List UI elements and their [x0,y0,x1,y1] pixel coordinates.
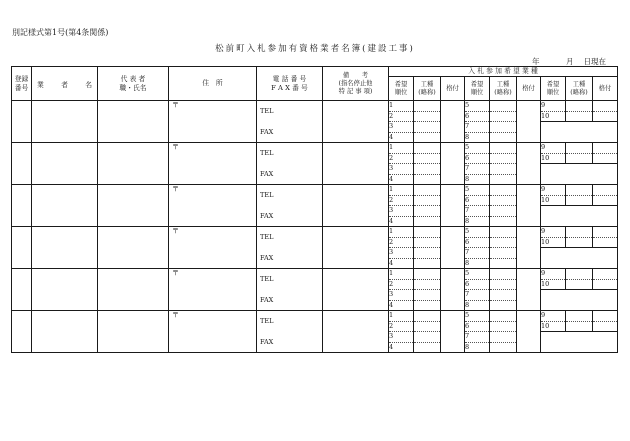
phone-fax-cell[interactable] [257,227,323,269]
pref-order-4: 4 [389,258,414,269]
work-type-slot[interactable] [490,258,517,269]
postal-mark: 〒 [172,311,179,319]
work-type-slot[interactable] [414,206,441,217]
work-type-slot[interactable] [566,153,593,164]
pref-order-5: 5 [465,101,490,112]
work-type-slot[interactable] [490,227,517,238]
work-type-slot[interactable] [414,153,441,164]
work-type-slot[interactable] [490,321,517,332]
entry-row [12,101,618,112]
pref-order-5: 5 [465,143,490,154]
pref-order-9: 9 [541,185,566,196]
phone-fax-cell[interactable] [257,311,323,353]
work-type-slot[interactable] [414,227,441,238]
header-address: 住 所 [169,67,257,101]
company-name-cell[interactable] [32,269,98,311]
reg-no-cell[interactable] [12,269,32,311]
reg-no-cell[interactable] [12,143,32,185]
pref-order-1: 1 [389,143,414,154]
header-company-name: 業 者 名 [32,67,98,101]
pref-order-10: 10 [541,195,566,206]
pref-order-4: 4 [389,216,414,227]
pref-order-3: 3 [389,332,414,343]
work-type-slot[interactable] [414,279,441,290]
grade-slot[interactable] [593,195,618,206]
pref-order-6: 6 [465,279,490,290]
work-type-slot[interactable] [414,321,441,332]
grade-slot[interactable] [593,269,618,280]
work-type-slot[interactable] [566,143,593,154]
work-type-slot[interactable] [490,269,517,280]
pref-order-4: 4 [389,300,414,311]
grade-slot[interactable] [441,143,465,185]
grade-slot[interactable] [593,321,618,332]
pref-order-9: 9 [541,269,566,280]
table-header [12,67,618,101]
work-type-slot[interactable] [490,300,517,311]
tel-label: TEL [260,149,274,157]
empty-block [541,206,618,227]
pref-order-2: 2 [389,195,414,206]
pref-order-10: 10 [541,237,566,248]
grade-slot[interactable] [593,279,618,290]
fax-label: FAX [260,170,274,178]
empty-block [541,290,618,311]
reg-no-cell[interactable] [12,311,32,353]
tel-label: TEL [260,191,274,199]
pref-order-1: 1 [389,311,414,322]
entry-row [12,227,618,238]
header-pref-order: 希望 順位 [541,77,566,101]
representative-cell[interactable] [98,311,169,353]
pref-order-1: 1 [389,227,414,238]
reg-no-cell[interactable] [12,185,32,227]
grade-slot[interactable] [517,311,541,353]
work-type-slot[interactable] [566,185,593,196]
pref-order-4: 4 [389,132,414,143]
pref-order-3: 3 [389,248,414,259]
pref-order-9: 9 [541,143,566,154]
remarks-cell[interactable] [323,185,389,227]
registry-table [11,66,618,353]
grade-slot[interactable] [593,185,618,196]
postal-mark: 〒 [172,101,179,109]
postal-mark: 〒 [172,227,179,235]
grade-slot[interactable] [517,143,541,185]
work-type-slot[interactable] [566,237,593,248]
empty-block [541,248,618,269]
tel-label: TEL [260,317,274,325]
pref-order-9: 9 [541,227,566,238]
pref-order-8: 8 [465,300,490,311]
work-type-slot[interactable] [490,342,517,353]
pref-order-10: 10 [541,279,566,290]
table-body [12,101,618,353]
pref-order-1: 1 [389,185,414,196]
grade-slot[interactable] [517,101,541,143]
work-type-slot[interactable] [566,279,593,290]
work-type-slot[interactable] [490,153,517,164]
work-type-slot[interactable] [414,237,441,248]
grade-slot[interactable] [441,101,465,143]
pref-order-6: 6 [465,195,490,206]
work-type-slot[interactable] [414,111,441,122]
phone-fax-cell[interactable] [257,143,323,185]
date-month-label: 月 [566,57,574,66]
header-reg-no: 登録 番号 [12,67,32,101]
work-type-slot[interactable] [414,248,441,259]
pref-order-5: 5 [465,185,490,196]
representative-cell[interactable] [98,227,169,269]
work-type-slot[interactable] [414,122,441,133]
work-type-slot[interactable] [490,248,517,259]
postal-mark: 〒 [172,269,179,277]
work-type-slot[interactable] [490,132,517,143]
header-pref-order: 希望 順位 [465,77,490,101]
pref-order-5: 5 [465,269,490,280]
work-type-slot[interactable] [414,185,441,196]
phone-fax-cell[interactable] [257,269,323,311]
work-type-slot[interactable] [490,311,517,322]
pref-order-2: 2 [389,237,414,248]
header-phone-fax: 電 話 番 号 F A X 番 号 [257,67,323,101]
pref-order-2: 2 [389,153,414,164]
work-type-slot[interactable] [414,195,441,206]
header-grade: 格付 [593,77,618,101]
fax-label: FAX [260,254,274,262]
pref-order-3: 3 [389,206,414,217]
work-type-slot[interactable] [414,143,441,154]
tel-label: TEL [260,233,274,241]
form-reference: 別記様式第1号(第4条関係) [12,28,109,37]
pref-order-9: 9 [541,311,566,322]
header-bid-group: 入 札 参 加 希 望 業 種 [389,67,618,77]
pref-order-8: 8 [465,174,490,185]
work-type-slot[interactable] [490,174,517,185]
entry-row [12,185,618,196]
work-type-slot[interactable] [566,311,593,322]
grade-slot[interactable] [441,311,465,353]
company-name-cell[interactable] [32,101,98,143]
header-grade: 格付 [441,77,465,101]
work-type-slot[interactable] [490,237,517,248]
reg-no-cell[interactable] [12,227,32,269]
work-type-slot[interactable] [490,122,517,133]
representative-cell[interactable] [98,143,169,185]
company-name-cell[interactable] [32,185,98,227]
address-cell[interactable] [169,101,257,143]
pref-order-6: 6 [465,153,490,164]
work-type-slot[interactable] [414,258,441,269]
work-type-slot[interactable] [414,342,441,353]
pref-order-3: 3 [389,122,414,133]
work-type-slot[interactable] [490,332,517,343]
pref-order-8: 8 [465,132,490,143]
pref-order-3: 3 [389,164,414,175]
work-type-slot[interactable] [490,279,517,290]
header-remarks: 備 考 (指名停止他 特 記 事 項) [323,67,389,101]
address-cell[interactable] [169,311,257,353]
entry-row [12,143,618,154]
empty-block [541,122,618,143]
postal-mark: 〒 [172,143,179,151]
work-type-slot[interactable] [490,206,517,217]
grade-slot[interactable] [593,311,618,322]
work-type-slot[interactable] [566,101,593,112]
date-suffix-label: 日現在 [583,57,606,66]
work-type-slot[interactable] [490,185,517,196]
entry-row [12,269,618,280]
reg-no-cell[interactable] [12,101,32,143]
empty-block [541,164,618,185]
pref-order-1: 1 [389,269,414,280]
header-grade: 格付 [517,77,541,101]
work-type-slot[interactable] [414,216,441,227]
postal-mark: 〒 [172,185,179,193]
header-work-type: 工種 (略称) [414,77,441,101]
fax-label: FAX [260,338,274,346]
work-type-slot[interactable] [490,164,517,175]
grade-slot[interactable] [441,185,465,227]
pref-order-2: 2 [389,279,414,290]
pref-order-8: 8 [465,342,490,353]
pref-order-4: 4 [389,174,414,185]
work-type-slot[interactable] [490,101,517,112]
remarks-cell[interactable] [323,311,389,353]
address-cell[interactable] [169,269,257,311]
work-type-slot[interactable] [566,195,593,206]
entry-row [12,311,618,322]
pref-order-2: 2 [389,111,414,122]
company-name-cell[interactable] [32,311,98,353]
pref-order-9: 9 [541,101,566,112]
tel-label: TEL [260,107,274,115]
grade-slot[interactable] [441,227,465,269]
remarks-cell[interactable] [323,227,389,269]
remarks-cell[interactable] [323,269,389,311]
pref-order-6: 6 [465,237,490,248]
pref-order-3: 3 [389,290,414,301]
work-type-slot[interactable] [414,290,441,301]
pref-order-7: 7 [465,332,490,343]
representative-cell[interactable] [98,185,169,227]
company-name-cell[interactable] [32,143,98,185]
header-pref-order: 希望 順位 [389,77,414,101]
header-work-type: 工種 (略称) [490,77,517,101]
phone-fax-cell[interactable] [257,101,323,143]
header-representative: 代 表 者 職・氏名 [98,67,169,101]
representative-cell[interactable] [98,101,169,143]
grade-slot[interactable] [441,269,465,311]
pref-order-7: 7 [465,248,490,259]
company-name-cell[interactable] [32,227,98,269]
pref-order-2: 2 [389,321,414,332]
address-cell[interactable] [169,227,257,269]
pref-order-7: 7 [465,122,490,133]
work-type-slot[interactable] [566,111,593,122]
grade-slot[interactable] [517,269,541,311]
remarks-cell[interactable] [323,101,389,143]
pref-order-7: 7 [465,290,490,301]
work-type-slot[interactable] [490,216,517,227]
work-type-slot[interactable] [490,195,517,206]
pref-order-5: 5 [465,311,490,322]
representative-cell[interactable] [98,269,169,311]
work-type-slot[interactable] [490,143,517,154]
pref-order-10: 10 [541,111,566,122]
work-type-slot[interactable] [414,332,441,343]
grade-slot[interactable] [593,111,618,122]
work-type-slot[interactable] [414,311,441,322]
pref-order-4: 4 [389,342,414,353]
tel-label: TEL [260,275,274,283]
date-year-label: 年 [532,57,540,66]
grade-slot[interactable] [593,153,618,164]
work-type-slot[interactable] [414,174,441,185]
pref-order-10: 10 [541,153,566,164]
grade-slot[interactable] [593,237,618,248]
pref-order-5: 5 [465,227,490,238]
pref-order-6: 6 [465,321,490,332]
grade-slot[interactable] [517,185,541,227]
pref-order-7: 7 [465,164,490,175]
work-type-slot[interactable] [490,111,517,122]
pref-order-7: 7 [465,206,490,217]
pref-order-10: 10 [541,321,566,332]
work-type-slot[interactable] [490,290,517,301]
work-type-slot[interactable] [566,227,593,238]
work-type-slot[interactable] [566,269,593,280]
grade-slot[interactable] [517,227,541,269]
work-type-slot[interactable] [414,101,441,112]
work-type-slot[interactable] [566,321,593,332]
pref-order-6: 6 [465,111,490,122]
pref-order-8: 8 [465,258,490,269]
work-type-slot[interactable] [414,300,441,311]
pref-order-1: 1 [389,101,414,112]
work-type-slot[interactable] [414,164,441,175]
document-title: 松前町入札参加有資格業者名簿(建設工事) [215,44,415,54]
remarks-cell[interactable] [323,143,389,185]
work-type-slot[interactable] [414,269,441,280]
fax-label: FAX [260,296,274,304]
grade-slot[interactable] [593,101,618,112]
fax-label: FAX [260,128,274,136]
header-work-type: 工種 (略称) [566,77,593,101]
address-cell[interactable] [169,185,257,227]
phone-fax-cell[interactable] [257,185,323,227]
fax-label: FAX [260,212,274,220]
grade-slot[interactable] [593,227,618,238]
address-cell[interactable] [169,143,257,185]
work-type-slot[interactable] [414,132,441,143]
empty-block [541,332,618,353]
pref-order-8: 8 [465,216,490,227]
grade-slot[interactable] [593,143,618,154]
